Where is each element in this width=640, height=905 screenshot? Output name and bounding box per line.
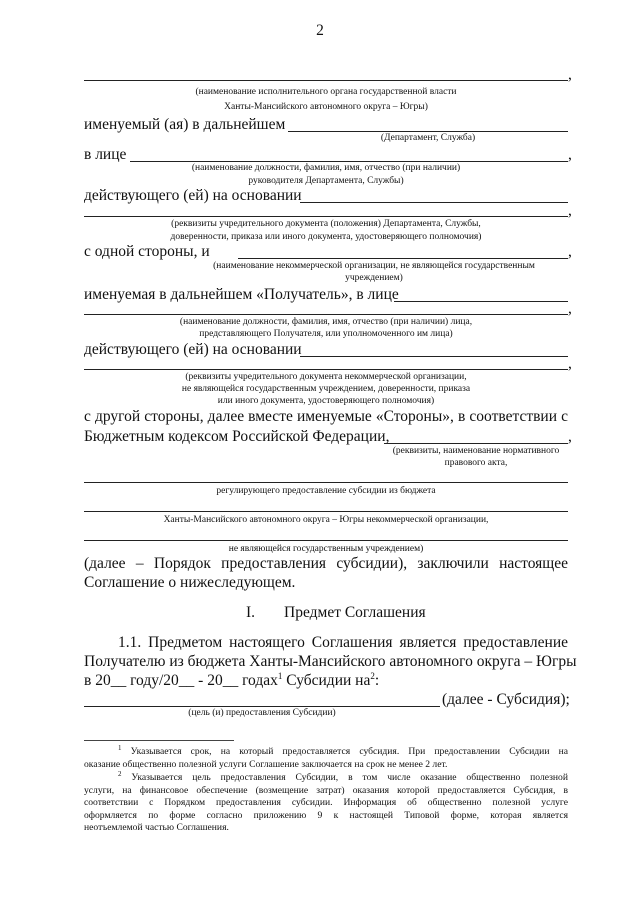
hint-head-person-2: руководителя Департамента, Службы) [248, 176, 404, 186]
comma: , [568, 300, 572, 317]
comma: , [568, 428, 572, 445]
budget-code-label: Бюджетным кодексом Российской Федерации, [84, 428, 390, 445]
footnote-1-line-2: оказание общественно полезной услуги Соглашение заключается на срок не менее 2 лет. [84, 758, 448, 770]
para-1-1-line-3 [84, 672, 379, 690]
footnote-2-line-2: услуги, на финансовое обеспечение (возмещение затрат) оказания которой предоставляется Субсидия, в [84, 784, 568, 796]
hint-recipient-person-2: представляющего Получателя, или уполномоченного им лица) [199, 329, 453, 339]
normative-act-fill-line-3[interactable] [84, 511, 568, 512]
hint-basis-1: (реквизиты учредительного документа (положения) Департамента, Службы, [171, 219, 481, 229]
footnote-separator [84, 740, 234, 741]
section-number: I. [246, 604, 256, 621]
basis-fill-line-1[interactable] [300, 202, 568, 203]
hint-recipient-basis-2: не являющейся государственным учреждением, доверенности, приказа [181, 384, 471, 394]
footnote-1-line-1: Указывается срок, на который предоставляется субсидия. При предоставлении Субсидии на [130, 746, 568, 757]
comma: , [568, 66, 572, 83]
hint-recipient-basis-3: или иного документа, удостоверяющего полномочия) [217, 396, 435, 406]
normative-act-fill-line-4[interactable] [84, 540, 568, 541]
subsidy-suffix: (далее - Субсидия); [442, 691, 570, 708]
footnote-2-line-3: соответствии с Порядком предоставления субсидии. Информация об общественно полезной услуге [84, 797, 568, 808]
recipient-basis-fill-line-1[interactable] [300, 356, 568, 357]
executive-body-fill-line[interactable] [84, 80, 568, 81]
in-person-label: в лице [84, 146, 127, 163]
comma: , [568, 355, 572, 372]
acting-basis-label: действующего (ей) на основании [84, 187, 302, 204]
organization-fill-line[interactable] [238, 258, 568, 259]
hint-executive-body-1: (наименование исполнительного органа государственной власти [195, 87, 457, 97]
named-as-label: именуемый (ая) в дальнейшем [84, 116, 286, 133]
hint-head-person-1: (наименование должности, фамилия, имя, отчество (при наличии) [191, 163, 461, 173]
one-side-label: с одной стороны, и [84, 243, 210, 260]
hint-recipient-basis-1: (реквизиты учредительного документа некоммерческой организации, [185, 372, 467, 382]
other-side-text: с другой стороны, далее вместе именуемые «Стороны», в соответствии с [84, 408, 568, 425]
hint-recipient-person-1: (наименование должности, фамилия, имя, отчество (при наличии) лица, [179, 317, 473, 327]
footnote-mark-1: 1 [118, 744, 122, 752]
hint-organization-1: (наименование некоммерческой организации, не являющейся государственным [213, 261, 535, 271]
footnote-ref-2[interactable]: 2 [370, 671, 375, 681]
para-1-1-line-1: 1.1. Предметом настоящего Соглашения является предоставление [118, 634, 568, 651]
section-title: Предмет Соглашения [284, 604, 426, 621]
hint-act-4: Ханты-Мансийского автономного округа – Югры некоммерческой организации, [163, 515, 489, 525]
footnote-2-line-1: Указывается цель предоставления Субсидии, в том числе оказание общественно полезной [131, 772, 568, 783]
hint-act-1: (реквизиты, наименование нормативного [392, 446, 560, 456]
hint-act-5: не являющейся государственным учреждением) [228, 544, 424, 554]
footnote-2 [84, 772, 568, 835]
page-number: 2 [316, 22, 324, 39]
para-1-1-line-2: Получателю из бюджета Ханты-Мансийского автономного округа – Югры [84, 653, 577, 670]
footnote-1 [84, 746, 568, 771]
hint-act-2: правового акта, [444, 458, 508, 468]
acting-basis-label-2: действующего (ей) на основании [84, 341, 302, 358]
hint-organization-2: учреждением) [345, 273, 403, 283]
footnote-2-line-4: оформляется по форме согласно приложению 9 к настоящей Типовой форме, которая является [84, 809, 568, 821]
hint-act-3: регулирующего предоставление субсидии из бюджета [216, 486, 436, 496]
hint-executive-body-2: Ханты-Мансийского автономного округа – Югры) [224, 102, 428, 112]
footnote-ref-1[interactable]: 1 [277, 671, 283, 681]
footnote-2-line-5: неотъемлемой частью Соглашения. [84, 822, 229, 833]
comma: , [568, 243, 572, 260]
recipient-person-fill-line-2[interactable] [84, 314, 568, 315]
recipient-person-fill-line-1[interactable] [394, 301, 568, 302]
hereinafter-text: (далее – Порядок предоставления субсидии), заключили настоящее [84, 555, 568, 572]
footnote-mark-2: 2 [118, 770, 122, 778]
comma: , [568, 202, 572, 219]
basis-fill-line-2[interactable] [84, 216, 568, 217]
hint-department: (Департамент, Служба) [380, 133, 476, 143]
recipient-named-label: именуемая в дальнейшем «Получатель», в лице [84, 286, 399, 303]
years-text: в 20__ году/20__ - 20__ годах [84, 672, 278, 689]
colon: : [374, 672, 380, 689]
hint-subsidy-purpose: (цель (и) предоставления Субсидии) [188, 708, 336, 718]
normative-act-fill-line-1[interactable] [384, 443, 568, 444]
subsidy-for-text: Субсидии на [282, 672, 371, 689]
hint-basis-2: доверенности, приказа или иного документа, удостоверяющего полномочия) [170, 232, 482, 242]
recipient-basis-fill-line-2[interactable] [84, 369, 568, 370]
normative-act-fill-line-2[interactable] [84, 482, 568, 483]
agreement-text: Соглашение о нижеследующем. [84, 574, 296, 591]
comma: , [568, 146, 572, 163]
